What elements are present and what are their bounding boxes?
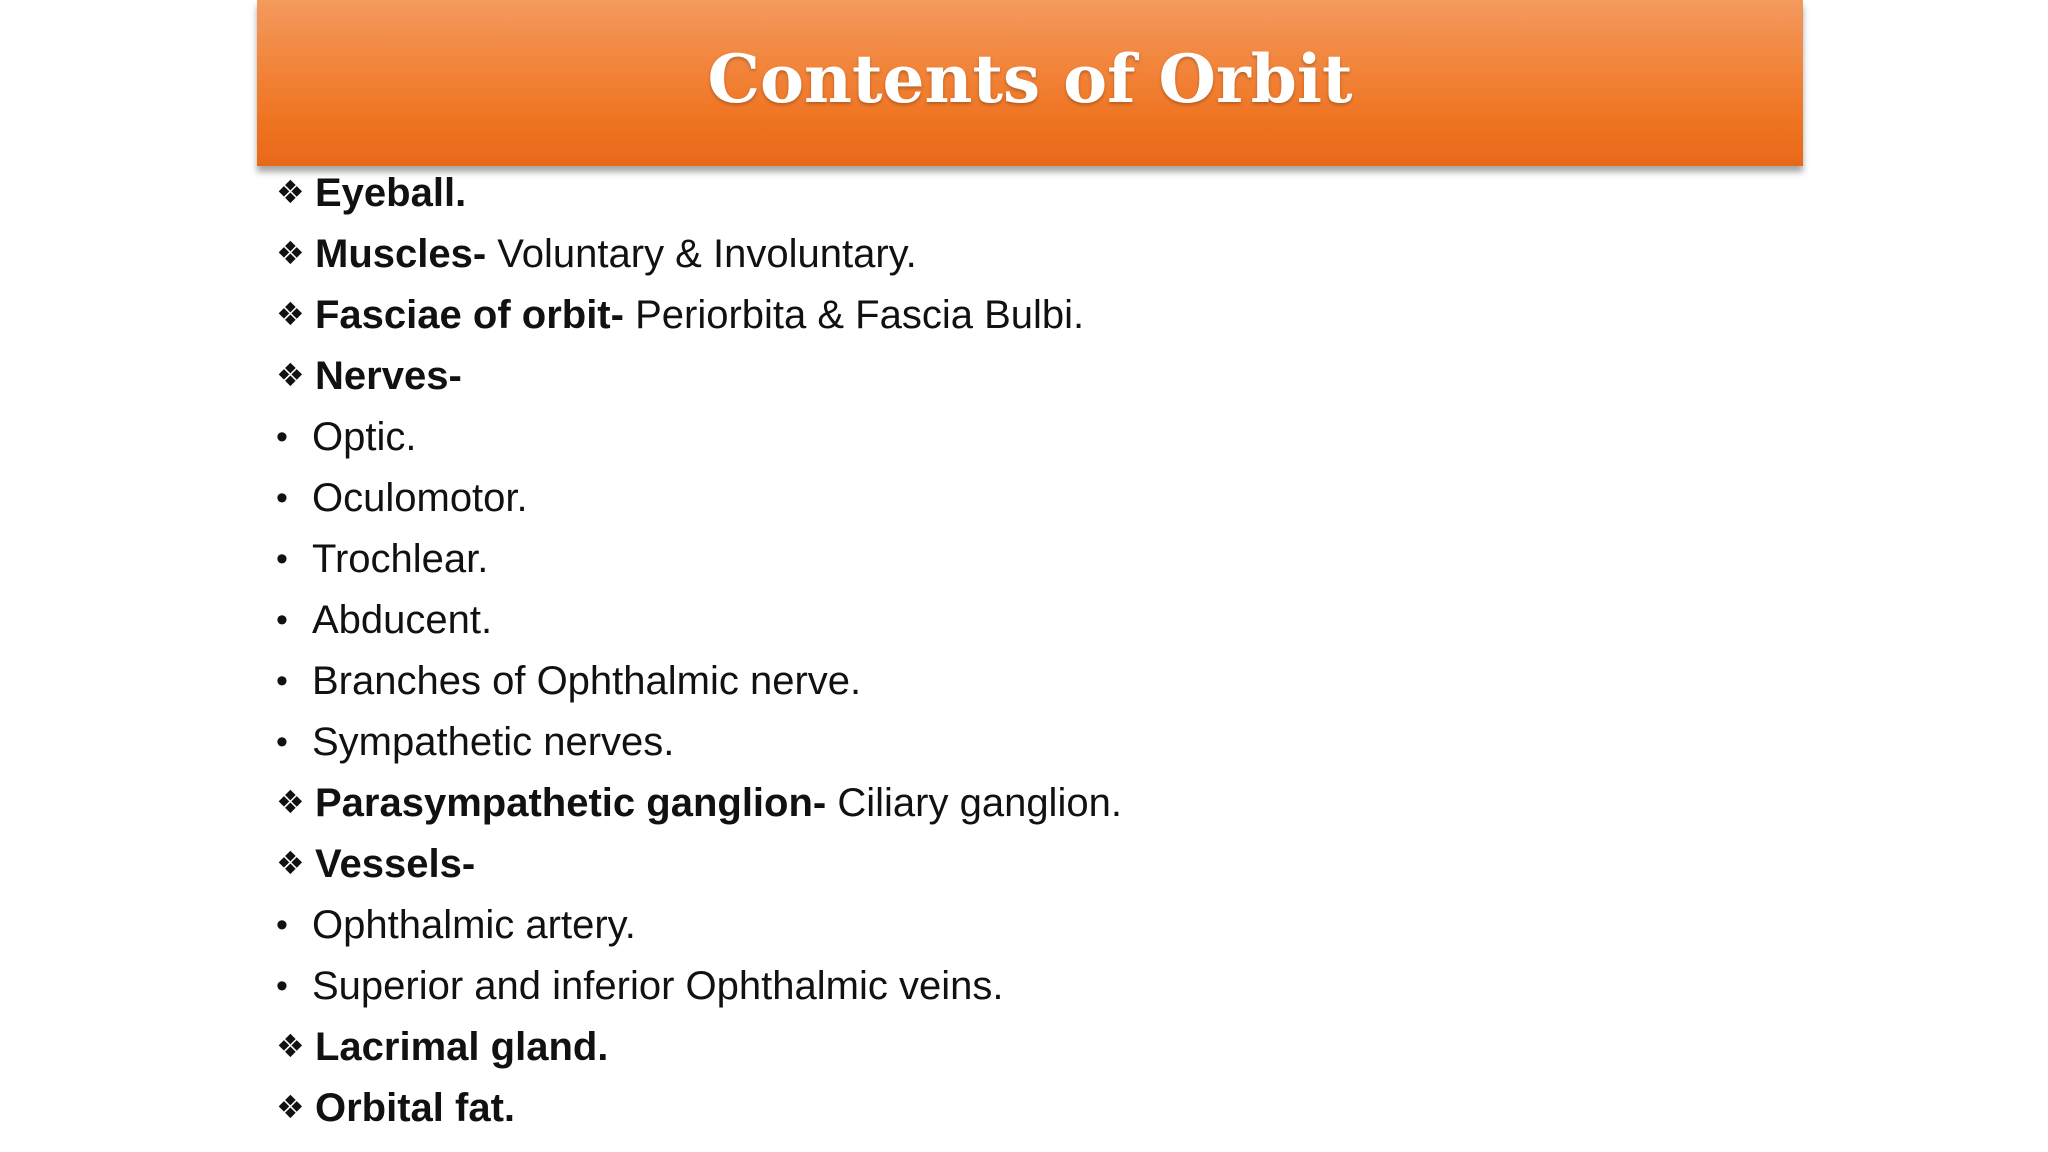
diamond-bullet-icon: ❖	[276, 296, 305, 332]
round-bullet-icon: •	[276, 601, 288, 639]
item-heading: Orbital fat.	[315, 1086, 516, 1130]
item-heading: Eyeball.	[315, 171, 467, 215]
title-banner	[257, 0, 1803, 166]
heading-item	[276, 1017, 1776, 1078]
item-text: Optic.	[312, 415, 417, 459]
sub-bullet-item	[276, 529, 1776, 590]
round-bullet-icon: •	[276, 540, 288, 578]
sub-bullet-item	[276, 468, 1776, 529]
item-heading: Fasciae of orbit-	[315, 293, 624, 337]
heading-item	[276, 346, 1776, 407]
round-bullet-icon: •	[276, 967, 288, 1005]
item-text: Ophthalmic artery.	[312, 903, 636, 947]
item-heading: Nerves-	[315, 354, 462, 398]
heading-item	[276, 773, 1776, 834]
item-heading: Vessels-	[315, 842, 476, 886]
diamond-bullet-icon: ❖	[276, 845, 305, 881]
slide-title: Contents of Orbit	[707, 40, 1353, 118]
diamond-bullet-icon: ❖	[276, 1089, 305, 1125]
round-bullet-icon: •	[276, 479, 288, 517]
sub-bullet-item	[276, 651, 1776, 712]
item-text: Abducent.	[312, 598, 493, 642]
round-bullet-icon: •	[276, 906, 288, 944]
item-text: Ciliary ganglion.	[826, 781, 1122, 825]
sub-bullet-item	[276, 712, 1776, 773]
item-text: Sympathetic nerves.	[312, 720, 675, 764]
round-bullet-icon: •	[276, 662, 288, 700]
diamond-bullet-icon: ❖	[276, 174, 305, 210]
heading-item	[276, 224, 1776, 285]
diamond-bullet-icon: ❖	[276, 784, 305, 820]
round-bullet-icon: •	[276, 723, 288, 761]
round-bullet-icon: •	[276, 418, 288, 456]
heading-item	[276, 1078, 1776, 1139]
diamond-bullet-icon: ❖	[276, 235, 305, 271]
item-heading: Muscles-	[315, 232, 487, 276]
sub-bullet-item	[276, 590, 1776, 651]
contents-list	[276, 163, 1776, 1139]
diamond-bullet-icon: ❖	[276, 1028, 305, 1064]
sub-bullet-item	[276, 407, 1776, 468]
sub-bullet-item	[276, 956, 1776, 1017]
item-text: Trochlear.	[312, 537, 489, 581]
sub-bullet-item	[276, 895, 1776, 956]
diamond-bullet-icon: ❖	[276, 357, 305, 393]
heading-item	[276, 834, 1776, 895]
item-heading: Parasympathetic ganglion-	[315, 781, 827, 825]
item-text: Periorbita & Fascia Bulbi.	[623, 293, 1085, 337]
item-text: Voluntary & Involuntary.	[486, 232, 917, 276]
item-text: Oculomotor.	[312, 476, 528, 520]
item-text: Branches of Ophthalmic nerve.	[312, 659, 862, 703]
item-text: Superior and inferior Ophthalmic veins.	[312, 964, 1004, 1008]
heading-item	[276, 285, 1776, 346]
heading-item	[276, 163, 1776, 224]
item-heading: Lacrimal gland.	[315, 1025, 609, 1069]
